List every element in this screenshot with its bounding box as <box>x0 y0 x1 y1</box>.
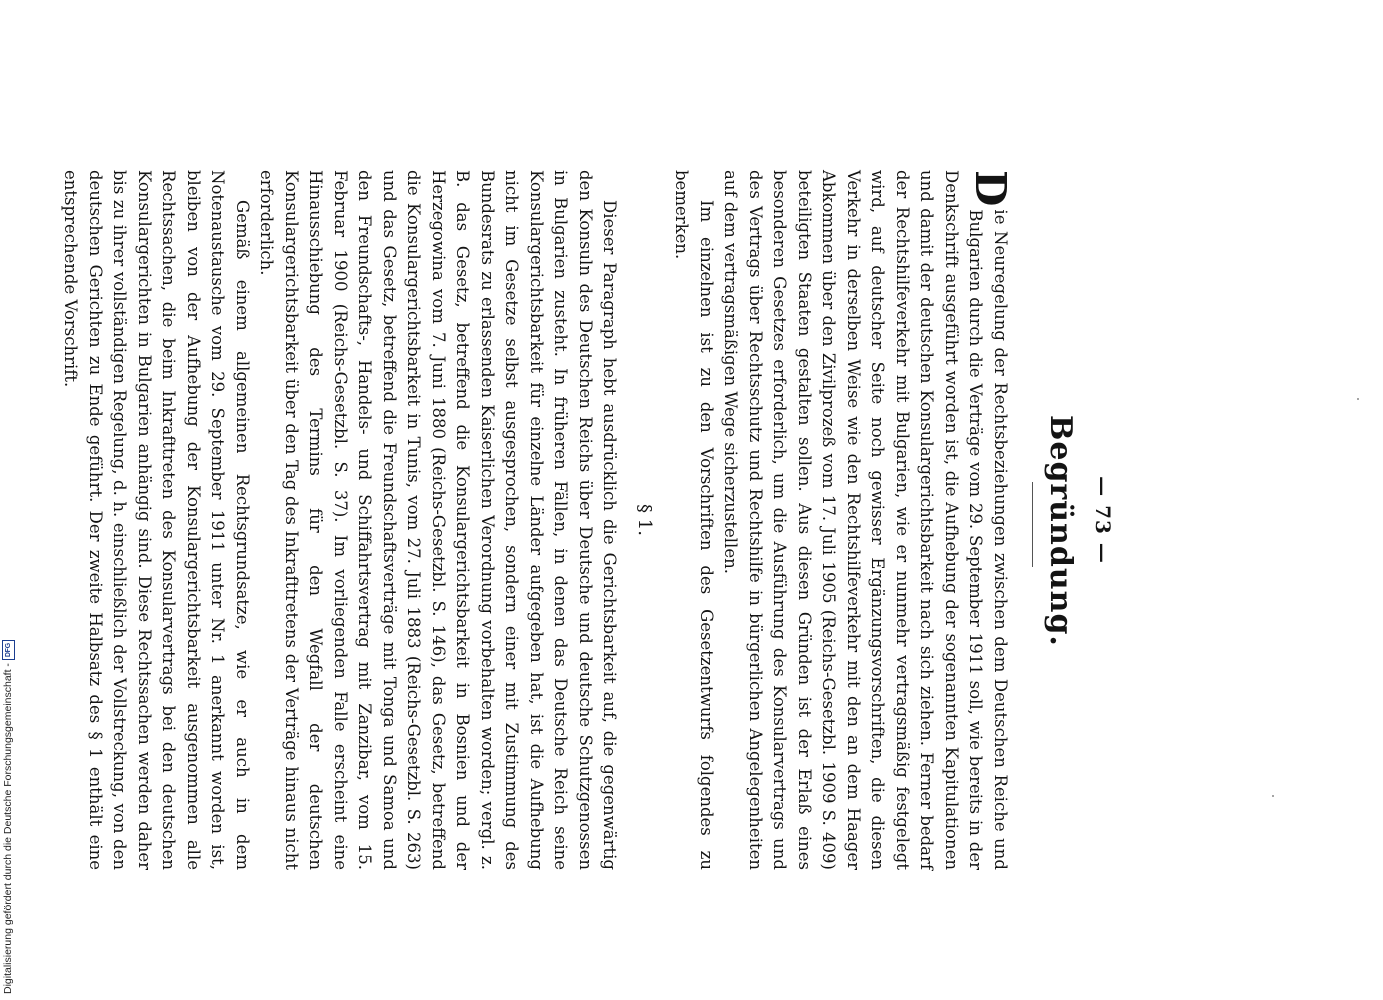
funding-note-text: Digitalisierung gefördert durch die Deutsche Forschungsgemeinschaft - <box>2 663 14 994</box>
scan-speck <box>1272 795 1274 797</box>
section-paragraph-2: Gemäß einem allgemeinen Rechtsgrundsatze, wie er auch in dem Notenaustausche vom 29. September 1911 unter Nr. 1 anerkannt worden ist, bleiben von der Aufhebung der Konsulargerichtsbarkeit ausgenommen alle Rechtssachen, die beim Inkrafttreten des Konsularvertrags bei den deutschen Konsulargerichten in Bulgarien anhängig sind. Diese Rechtssachen werden daher bis zu ihrer vollständigen Regelung, d. h. einschließlich der Vollstreckung, von den deutschen Gerichten zu Ende geführt. Der zweite Halbsatz des § 1 enthält eine entsprechende Vorschrift. <box>61 170 252 870</box>
transition-paragraph: Im einzelnen ist zu den Vorschriften des Gesetzentwurfs folgendes zu bemerken. <box>672 170 716 870</box>
intro-paragraph-text: ie Neuregelung der Rechtsbeziehungen zwischen dem Deutschen Reiche und Bulgarien durch die Verträge vom 29. September 1911 soll, wie bereits in der Denkschrift ausgeführt worden ist, die Aufhebung der sogenannten Kapitulationen und damit der deutschen Konsulargerichtsbarkeit nach sich ziehen. Ferner bedarf der Rechtshilfeverkehr mit Bulgarien, wie er nunmehr vertragsmäßig festgelegt wird, auf deutscher Seite noch gewisser Ergänzungsvorschriften, die diesen Verkehr in derselben Weise wie den Rechtshilfeverkehr mit den an dem Haager Abkommen über den Zivilprozeß vom 17. Juli 1905 (Reichs-Gesetzbl. 1909 S. 409) beteiligten Staaten gestalten sollen. Aus diesen Gründen ist der Erlaß eines besonderen Gesetzes erforderlich, um die Ausführung des Konsularvertrags und des Vertrags über Rechtsschutz und Rechtshilfe in bürgerlichen Angelegenheiten auf dem vertragsmäßigen Wege sicherzustellen. <box>721 170 1010 870</box>
page-title: Begründung. <box>1043 415 1078 647</box>
title-rule <box>1032 482 1033 567</box>
funding-note <box>1 594 15 994</box>
drop-cap: D <box>966 170 1015 207</box>
section-paragraph-1: Dieser Paragraph hebt ausdrücklich die Gerichtsbarkeit auf, die gegenwärtig den Konsuln des Deutschen Reichs über Deutsche und deutsche Schutzgenossen in Bulgarien zusteht. In früheren Fällen, in denen das Deutsche Reich seine Konsulargerichtsbarkeit für einzelne Länder aufgegeben hat, ist die Aufhebung nicht im Gesetze selbst ausgesprochen, sondern einer mit Zustimmung des Bundesrats zu erlassenden Kaiserlichen Verordnung vorbehalten worden; vergl. z. B. das Gesetz, betreffend die Konsulargerichtsbarkeit in Bosnien und der Herzegowina vom 7. Juni 1880 (Reichs-Gesetzbl. S. 146), das Gesetz, betreffend die Konsulargerichtsbarkeit in Tunis, vom 27. Juli 1883 (Reichs-Gesetzbl. S. 263) und das Gesetz, betreffend die Freundschaftsverträge mit Tonga und Samoa und den Freundschafts-, Handels- und Schiffahrtsvertrag mit Zanzibar, vom 15. Februar 1900 (Reichs-Gesetzbl. S. 37). Im vorliegenden Falle erscheint eine Hinausschiebung des Termins für den Wegfall der deutschen Konsulargerichtsbarkeit über den Tag des Inkrafttretens der Verträge hinaus nicht erforderlich. <box>257 170 620 870</box>
section-heading: § 1. <box>634 504 655 536</box>
intro-paragraph <box>718 170 1015 870</box>
page-number: — 73 — <box>1091 476 1115 564</box>
body-text <box>58 170 1015 870</box>
rotated-page <box>61 170 1115 870</box>
scan-speck <box>1357 398 1359 400</box>
dfg-logo: DFG <box>2 640 15 660</box>
